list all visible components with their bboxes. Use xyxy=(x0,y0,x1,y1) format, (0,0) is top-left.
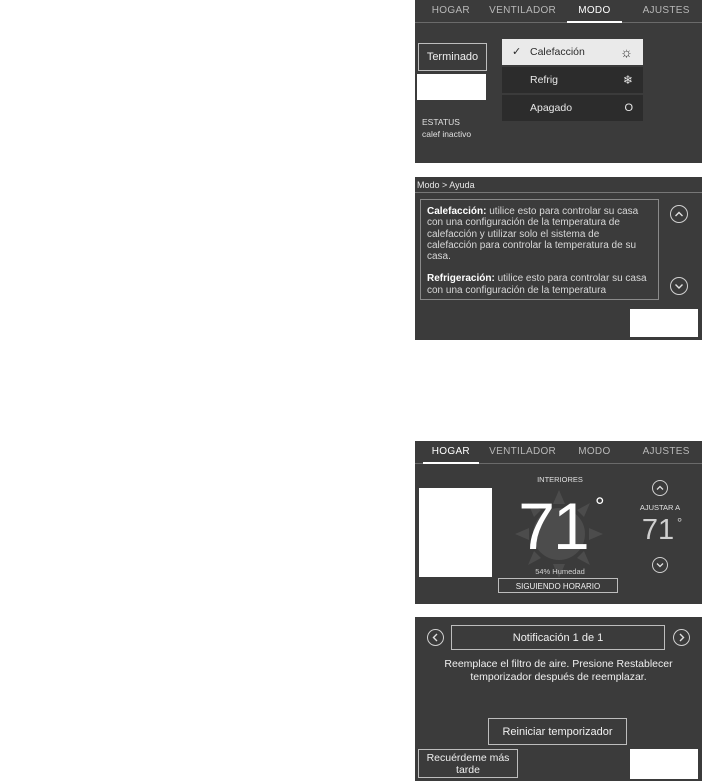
mode-option-heat[interactable] xyxy=(502,39,643,65)
tab-ventilador[interactable]: VENTILADOR xyxy=(489,5,557,16)
chevron-left-icon xyxy=(428,630,443,645)
mode-option-heat-label: Calefacción xyxy=(530,46,585,58)
schedule-button[interactable]: SIGUIENDO HORARIO xyxy=(498,578,618,593)
tab-hogar[interactable]: HOGAR xyxy=(431,5,470,16)
notification-title: Notificación 1 de 1 xyxy=(451,625,665,650)
breadcrumb-divider xyxy=(415,192,702,193)
setpoint-temperature: 71 xyxy=(641,514,675,546)
help-heat-title: Calefacción: xyxy=(427,206,487,217)
previous-notification-button[interactable] xyxy=(427,629,444,646)
tab-ventilador[interactable]: VENTILADOR xyxy=(489,446,557,457)
remind-later-line-1: Recuérdeme más xyxy=(426,752,510,764)
tab-modo[interactable]: MODO xyxy=(578,446,611,457)
placeholder-box xyxy=(417,74,486,100)
done-button[interactable]: Terminado xyxy=(418,43,487,71)
chevron-up-icon xyxy=(653,481,667,495)
help-cool-paragraph xyxy=(427,273,652,296)
chevron-down-icon xyxy=(653,558,667,572)
tab-modo[interactable]: MODO xyxy=(559,0,631,22)
remind-later-button[interactable] xyxy=(418,749,518,778)
help-screen xyxy=(415,177,702,340)
mode-option-off[interactable] xyxy=(502,95,643,121)
scroll-down-button[interactable] xyxy=(670,277,688,295)
help-heat-text: utilice esto para controlar su casa con una configuración de la temperatura de calefacción y utilizar solo el sistema de calefacción para controlar la temperatura de su casa. xyxy=(427,206,639,263)
status-value: calef inactivo xyxy=(422,129,472,139)
placeholder-box xyxy=(419,488,492,577)
help-heat-paragraph xyxy=(427,206,652,262)
indoor-degree: ° xyxy=(595,493,605,520)
humidity-readout: 54% Humedad xyxy=(535,567,585,576)
temp-up-button[interactable] xyxy=(652,480,668,496)
scroll-up-button[interactable] xyxy=(670,205,688,223)
tab-ajustes[interactable]: AJUSTES xyxy=(642,5,690,16)
next-notification-button[interactable] xyxy=(673,629,690,646)
breadcrumb: Modo > Ayuda xyxy=(417,180,475,190)
mode-option-off-label: Apagado xyxy=(530,102,573,114)
check-icon: ✓ xyxy=(512,46,522,58)
help-cool-text: utilice esto para controlar su casa con una configuración de la temperatura xyxy=(427,273,647,296)
help-text-box[interactable] xyxy=(420,199,659,300)
tab-hogar[interactable]: HOGAR xyxy=(415,441,487,463)
indoor-label: INTERIORES xyxy=(537,475,583,484)
off-circle-icon: O xyxy=(624,102,633,114)
remind-later-line-2: tarde xyxy=(456,764,480,776)
home-screen xyxy=(415,441,702,604)
mode-option-cool[interactable] xyxy=(502,67,643,93)
mode-option-cool-label: Refrig xyxy=(530,74,559,86)
placeholder-box xyxy=(630,309,698,337)
set-to-label: AJUSTAR A xyxy=(639,503,681,512)
chevron-up-icon xyxy=(671,206,687,222)
notification-message xyxy=(415,658,702,684)
help-cool-title: Refrigeración: xyxy=(427,273,495,285)
tab-ajustes[interactable]: AJUSTES xyxy=(642,446,690,457)
temp-down-button[interactable] xyxy=(652,557,668,573)
snowflake-icon: ❄ xyxy=(622,73,633,87)
notification-message-line-1: Reemplace el filtro de aire. Presione Restablecer xyxy=(444,658,673,670)
reset-timer-button[interactable]: Reiniciar temporizador xyxy=(488,718,627,745)
tab-bar xyxy=(415,441,702,464)
chevron-right-icon xyxy=(674,630,689,645)
chevron-down-icon xyxy=(671,278,687,294)
placeholder-box xyxy=(630,749,698,779)
tab-bar xyxy=(415,0,702,23)
status-label: ESTATUS xyxy=(422,117,460,127)
setpoint-degree: ° xyxy=(677,515,683,530)
notification-message-line-2: temporizador después de reemplazar. xyxy=(470,671,647,683)
indoor-temperature: 71 xyxy=(518,489,588,563)
sun-icon: ☼ xyxy=(620,44,633,60)
notification-screen xyxy=(415,617,702,781)
